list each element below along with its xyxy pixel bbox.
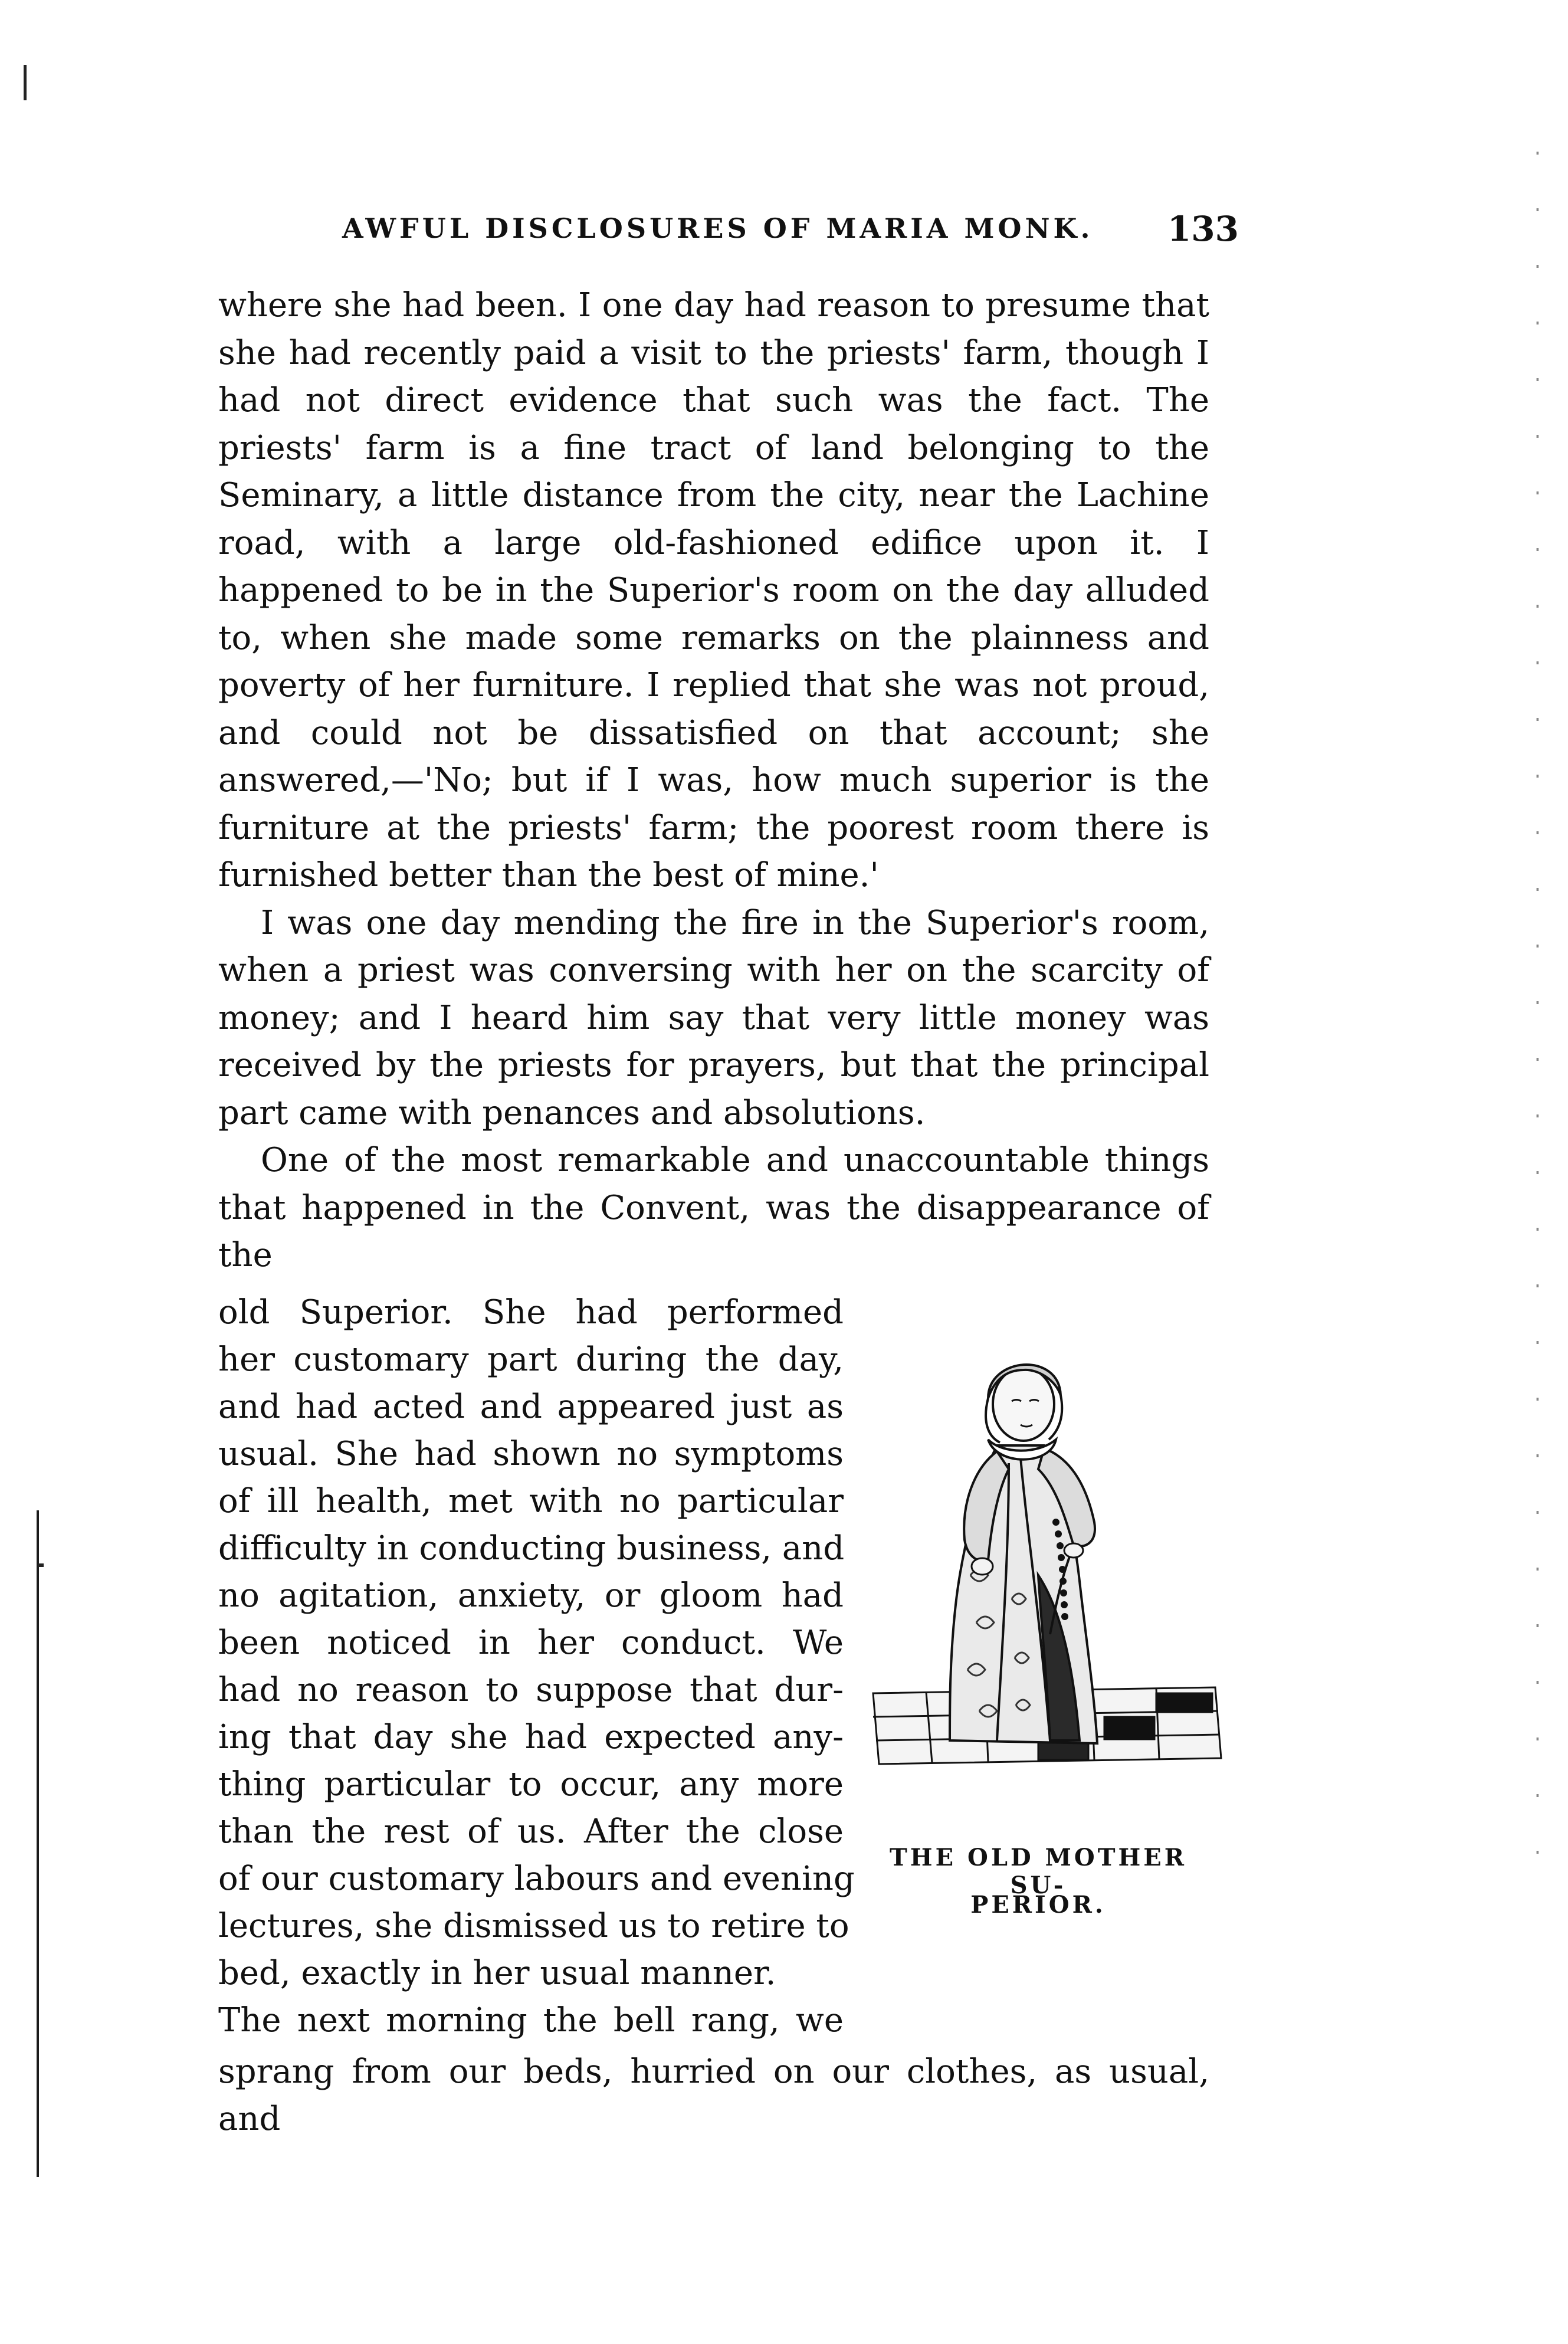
- wrapped-line: usual. She had shown no symptoms: [218, 1435, 844, 1473]
- paragraph-3-opening: One of the most remarkable and unaccountable things that happened in the Convent, was the disappearance of the: [218, 1141, 1209, 1274]
- paragraph-3-last-line: sprang from our beds, hurried on our clothes, as usual, and: [218, 2053, 1209, 2138]
- wrapped-line: The next morning the bell rang, we: [218, 2001, 844, 2040]
- wrapped-line: thing particular to occur, any more: [218, 1765, 844, 1804]
- wrapped-line: no agitation, anxiety, or gloom had: [218, 1576, 844, 1615]
- wrapped-line: old Superior. She had performed: [218, 1293, 844, 1332]
- scan-artifact-mark: [24, 65, 27, 100]
- page-edge-shadow: [1497, 130, 1568, 1900]
- head: [986, 1365, 1062, 1443]
- wrapped-line: difficulty in conducting business, and: [218, 1529, 845, 1568]
- figure-caption-line-1: THE OLD MOTHER SU-: [890, 1844, 1187, 1899]
- wrapped-line: lectures, she dismissed us to retire to: [218, 1907, 849, 1945]
- wrapped-line: her customary part during the day,: [218, 1340, 844, 1379]
- running-head-title: AWFUL DISCLOSURES OF MARIA MONK.: [342, 212, 1094, 244]
- paragraph-1: where she had been. I one day had reason to presume that she had recently paid a visit to the priests' farm, though I had not direct evidence that such was the fact. The priests' farm is a fine tract of land belonging to the Seminary, a little distance from the city, near the Lachine road, with a large old-fashioned edifice upon it. I happened to be in the Superior's room on the day alluded to, when she made some remarks on the plainness and poverty of her furniture. I replied that she was not proud, and could not be dissatisfied on that account; she answered,—'No; but if I was, how much superior is the furniture at the priests' farm; the poorest room there is furnished better than the best of mine.': [218, 286, 1209, 894]
- binding-edge-line: [37, 1510, 39, 2177]
- page-number: 133: [1167, 209, 1239, 249]
- wrapped-line: of our customary labours and evening: [218, 1860, 855, 1898]
- wrapped-line: had no reason to suppose that dur-: [218, 1671, 844, 1709]
- wrapped-line: ing that day she had expected any-: [218, 1718, 844, 1756]
- wrapped-line: bed, exactly in her usual manner.: [218, 1954, 776, 1992]
- wrapped-line: than the rest of us. After the close: [218, 1812, 844, 1851]
- figure-caption-line-2: PERIOR.: [970, 1891, 1106, 1919]
- wrapped-line: of ill health, met with no particular: [218, 1482, 844, 1520]
- scan-artifact-tick: [38, 1563, 44, 1567]
- woodcut-figure-image: [861, 1327, 1227, 1799]
- wrapped-line: and had acted and appeared just as: [218, 1388, 844, 1426]
- paragraph-2: I was one day mending the fire in the Superior's room, when a priest was conversing with her on the scarcity of money; and I heard him say that very little money was received by the priests for prayers, but that the principal part came with penances and absolutions.: [218, 903, 1209, 1132]
- illustration-old-mother-superior: [861, 1327, 1227, 1799]
- wrapped-line: been noticed in her conduct. We: [218, 1624, 844, 1662]
- running-head: [342, 209, 1239, 254]
- body-text: [218, 282, 1209, 1280]
